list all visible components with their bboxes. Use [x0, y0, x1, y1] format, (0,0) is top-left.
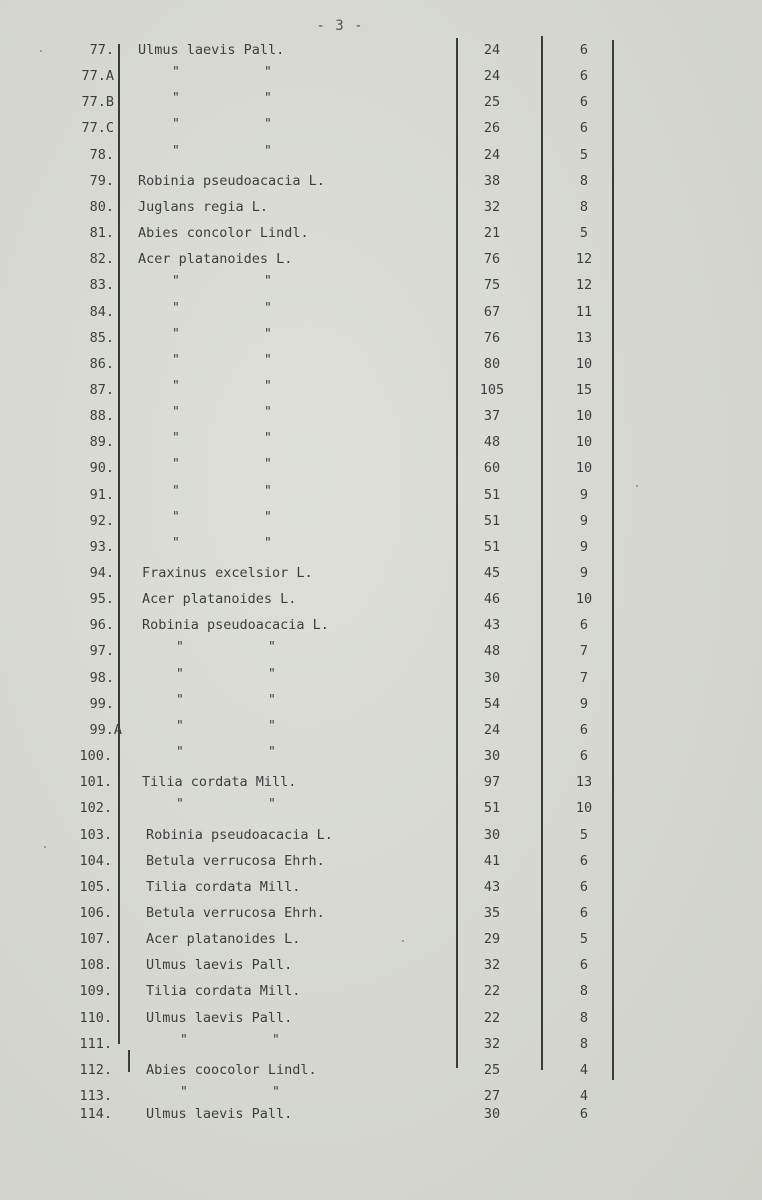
tree-number: 107.: [79, 931, 112, 948]
ditto-mark: ": [264, 378, 272, 394]
value-column-1: 45: [483, 565, 501, 581]
tree-number: 85.: [89, 329, 114, 346]
tree-number: 78.: [89, 146, 114, 163]
tree-number: 100.: [79, 748, 112, 765]
species-name: Betula verrucosa Ehrh.: [146, 852, 325, 869]
value-column-2: 9: [579, 512, 589, 529]
value-column-1: 32: [483, 198, 501, 215]
table-row: [0, 406, 762, 426]
value-column-1: 46: [483, 591, 501, 608]
tree-number: 92.: [89, 512, 114, 529]
value-column-2: 9: [579, 538, 589, 555]
species-name: Robinia pseudoacacia L.: [146, 826, 333, 843]
species-name: Tilia cordata Mill.: [146, 878, 301, 895]
page-number: - 3 -: [316, 18, 364, 34]
tree-number: 106.: [79, 904, 112, 921]
value-column-1: 54: [483, 695, 501, 712]
species-name: Acer platanoides L.: [146, 931, 301, 948]
ditto-mark: ": [268, 745, 276, 761]
ditto-mark: ": [172, 352, 180, 368]
value-column-1: 26: [483, 120, 501, 137]
value-column-1: 24: [483, 42, 501, 58]
value-column-1: 51: [483, 538, 501, 555]
value-column-2: 10: [575, 434, 593, 451]
ditto-mark: ": [172, 378, 180, 394]
table-row: [0, 981, 762, 1001]
table-row: [0, 537, 762, 557]
value-column-2: 7: [579, 669, 589, 686]
table-row: [0, 511, 762, 531]
species-name: Tilia cordata Mill.: [142, 774, 297, 791]
table-row: [0, 955, 762, 975]
species-name: Ulmus laevis Pall.: [146, 1106, 293, 1123]
species-name: Abies concolor Lindl.: [138, 225, 309, 242]
value-column-1: 67: [483, 303, 501, 320]
value-column-1: 60: [483, 460, 501, 477]
table-row: [0, 328, 762, 348]
table-row: [0, 432, 762, 452]
tree-number: 108.: [79, 957, 112, 974]
value-column-1: 41: [483, 852, 501, 869]
value-column-1: 30: [483, 669, 501, 686]
ditto-mark: ": [268, 797, 276, 813]
table-row: [0, 40, 762, 60]
value-column-2: 10: [575, 408, 593, 425]
ditto-mark: ": [268, 718, 276, 734]
table-row: [0, 668, 762, 688]
ditto-mark: ": [172, 326, 180, 342]
species-name: Acer platanoides L.: [142, 591, 297, 608]
tree-number: 99.: [89, 695, 114, 712]
value-column-1: 22: [483, 983, 501, 1000]
ditto-mark: ": [172, 431, 180, 447]
table-row: [0, 197, 762, 217]
table-row: [0, 746, 762, 766]
value-column-2: 8: [579, 1035, 589, 1052]
value-column-2: 5: [579, 225, 589, 242]
table-row: [0, 118, 762, 138]
table-row: [0, 92, 762, 112]
ditto-mark: ": [172, 405, 180, 421]
ditto-mark: ": [272, 1032, 280, 1048]
tree-number: 88.: [89, 408, 114, 425]
ditto-mark: ": [264, 352, 272, 368]
ditto-mark: ": [172, 91, 180, 107]
species-name: Abies coocolor Lindl.: [146, 1061, 317, 1078]
value-column-2: 5: [579, 146, 589, 163]
value-column-1: 22: [483, 1009, 501, 1026]
value-column-2: 8: [579, 983, 589, 1000]
table-row: [0, 589, 762, 609]
value-column-1: 24: [483, 146, 501, 163]
value-column-2: 6: [579, 904, 589, 921]
table-row: [0, 171, 762, 191]
tree-number: 95.: [89, 591, 114, 608]
table-row: [0, 66, 762, 86]
value-column-1: 21: [483, 225, 501, 242]
value-column-2: 8: [579, 198, 589, 215]
value-column-2: 10: [575, 355, 593, 372]
tree-number: 82.: [89, 251, 114, 268]
ditto-mark: ": [172, 509, 180, 525]
tree-number: 83.: [89, 277, 114, 294]
tree-number: 77.C: [81, 120, 114, 137]
table-row: [0, 798, 762, 818]
tree-number: 98.: [89, 669, 114, 686]
tree-number: 99.A: [89, 721, 122, 738]
tree-number: 109.: [79, 983, 112, 1000]
tree-number: 77.A: [81, 68, 114, 85]
species-name: Acer platanoides L.: [138, 251, 293, 268]
value-column-2: 6: [579, 748, 589, 765]
ditto-mark: ": [264, 91, 272, 107]
ditto-mark: ": [268, 640, 276, 656]
table-row: [0, 1034, 762, 1054]
value-column-1: 51: [483, 486, 501, 503]
value-column-1: 97: [483, 774, 501, 791]
tree-number: 77.: [89, 42, 114, 58]
table-row: [0, 458, 762, 478]
value-column-2: 8: [579, 172, 589, 189]
ditto-mark: ": [172, 457, 180, 473]
tree-number: 80.: [89, 198, 114, 215]
tree-number: 84.: [89, 303, 114, 320]
tree-number: 90.: [89, 460, 114, 477]
value-column-1: 38: [483, 172, 501, 189]
ditto-mark: ": [264, 143, 272, 159]
value-column-2: 6: [579, 1106, 589, 1123]
ditto-mark: ": [272, 1085, 280, 1100]
paper-speck: [40, 50, 42, 52]
value-column-1: 76: [483, 329, 501, 346]
value-column-1: 35: [483, 904, 501, 921]
value-column-1: 51: [483, 800, 501, 817]
table-row: [0, 1008, 762, 1028]
value-column-1: 76: [483, 251, 501, 268]
value-column-2: 10: [575, 591, 593, 608]
species-name: Tilia cordata Mill.: [146, 983, 301, 1000]
ditto-mark: ": [268, 666, 276, 682]
ditto-mark: ": [180, 1032, 188, 1048]
ditto-mark: ": [172, 535, 180, 551]
value-column-2: 6: [579, 957, 589, 974]
value-column-2: 12: [575, 277, 593, 294]
tree-number: 87.: [89, 381, 114, 398]
ditto-mark: ": [264, 300, 272, 316]
tree-number: 101.: [79, 774, 112, 791]
table-row: [0, 825, 762, 845]
ditto-mark: ": [176, 666, 184, 682]
value-column-2: 6: [579, 120, 589, 137]
table-row: [0, 223, 762, 243]
ditto-mark: ": [172, 483, 180, 499]
species-name: Ulmus laevis Pall.: [138, 42, 285, 58]
species-name: Ulmus laevis Pall.: [146, 1009, 293, 1026]
value-column-1: 32: [483, 1035, 501, 1052]
value-column-1: 32: [483, 957, 501, 974]
species-name: Ulmus laevis Pall.: [146, 957, 293, 974]
table-row: [0, 1060, 762, 1080]
ditto-mark: ": [180, 1085, 188, 1100]
value-column-1: 48: [483, 643, 501, 660]
value-column-2: 10: [575, 800, 593, 817]
value-column-2: 13: [575, 329, 593, 346]
value-column-1: 24: [483, 68, 501, 85]
value-column-2: 5: [579, 826, 589, 843]
ditto-mark: ": [176, 692, 184, 708]
value-column-1: 51: [483, 512, 501, 529]
value-column-2: 6: [579, 94, 589, 111]
value-column-1: 43: [483, 617, 501, 634]
value-column-2: 6: [579, 42, 589, 58]
table-row: [0, 249, 762, 269]
value-column-2: 11: [575, 303, 593, 320]
value-column-2: 10: [575, 460, 593, 477]
tree-number: 96.: [89, 617, 114, 634]
value-column-2: 12: [575, 251, 593, 268]
tree-number: 112.: [79, 1061, 112, 1078]
value-column-1: 48: [483, 434, 501, 451]
tree-number: 111.: [79, 1035, 112, 1052]
value-column-1: 24: [483, 721, 501, 738]
ditto-mark: ": [264, 457, 272, 473]
ditto-mark: ": [176, 797, 184, 813]
value-column-1: 30: [483, 826, 501, 843]
tree-number: 114.: [79, 1106, 112, 1123]
value-column-1: 75: [483, 277, 501, 294]
table-row: [0, 380, 762, 400]
table-row: [0, 275, 762, 295]
table-row: [0, 929, 762, 949]
table-row: [0, 641, 762, 661]
ditto-mark: ": [172, 143, 180, 159]
value-column-1: 30: [483, 1106, 501, 1123]
species-name: Juglans regia L.: [138, 198, 269, 215]
value-column-2: 9: [579, 486, 589, 503]
value-column-2: 9: [579, 695, 589, 712]
ditto-mark: ": [172, 274, 180, 290]
species-name: Fraxinus excelsior L.: [142, 565, 313, 581]
table-row: [0, 694, 762, 714]
table-row: [0, 1086, 762, 1106]
ditto-mark: ": [264, 65, 272, 81]
paper-speck: [402, 940, 404, 942]
table-row: [0, 851, 762, 871]
value-column-2: 9: [579, 565, 589, 581]
value-column-2: 4: [579, 1061, 589, 1078]
ditto-mark: ": [172, 300, 180, 316]
table-row: [0, 615, 762, 635]
paper-speck: [636, 485, 638, 487]
table-row: [0, 354, 762, 374]
value-column-2: 6: [579, 721, 589, 738]
ditto-mark: ": [264, 326, 272, 342]
value-column-1: 37: [483, 408, 501, 425]
ditto-mark: ": [264, 509, 272, 525]
species-name: Robinia pseudoacacia L.: [142, 617, 329, 634]
table-row: [0, 877, 762, 897]
ditto-mark: ": [172, 117, 180, 133]
value-column-1: 29: [483, 931, 501, 948]
table-row: [0, 563, 762, 583]
tree-number: 79.: [89, 172, 114, 189]
tree-number: 89.: [89, 434, 114, 451]
ditto-mark: ": [264, 431, 272, 447]
paper-speck: [44, 846, 46, 848]
value-column-2: 6: [579, 878, 589, 895]
tree-number: 104.: [79, 852, 112, 869]
tree-number: 81.: [89, 225, 114, 242]
table-row: [0, 720, 762, 740]
ditto-mark: ": [268, 692, 276, 708]
value-column-2: 4: [579, 1088, 589, 1104]
ditto-mark: ": [176, 718, 184, 734]
value-column-2: 6: [579, 68, 589, 85]
species-name: Betula verrucosa Ehrh.: [146, 904, 325, 921]
ditto-mark: ": [264, 274, 272, 290]
ditto-mark: ": [264, 483, 272, 499]
tree-number: 97.: [89, 643, 114, 660]
value-column-1: 43: [483, 878, 501, 895]
value-column-1: 25: [483, 94, 501, 111]
ditto-mark: ": [264, 405, 272, 421]
species-name: Robinia pseudoacacia L.: [138, 172, 325, 189]
tree-number: 103.: [79, 826, 112, 843]
value-column-2: 8: [579, 1009, 589, 1026]
value-column-2: 13: [575, 774, 593, 791]
value-column-2: 5: [579, 931, 589, 948]
tree-number: 102.: [79, 800, 112, 817]
ditto-mark: ": [176, 745, 184, 761]
tree-number: 77.B: [81, 94, 114, 111]
value-column-2: 6: [579, 617, 589, 634]
table-row: [0, 145, 762, 165]
value-column-1: 105: [479, 381, 505, 398]
value-column-2: 15: [575, 381, 593, 398]
ditto-mark: ": [176, 640, 184, 656]
table-row: [0, 302, 762, 322]
ditto-mark: ": [264, 535, 272, 551]
tree-number: 105.: [79, 878, 112, 895]
table-row: [0, 1104, 762, 1124]
tree-number: 113.: [79, 1088, 112, 1104]
value-column-1: 25: [483, 1061, 501, 1078]
table-row: [0, 903, 762, 923]
value-column-1: 30: [483, 748, 501, 765]
table-row: [0, 485, 762, 505]
tree-number: 91.: [89, 486, 114, 503]
value-column-1: 27: [483, 1088, 501, 1104]
value-column-2: 6: [579, 852, 589, 869]
tree-number: 110.: [79, 1009, 112, 1026]
tree-number: 93.: [89, 538, 114, 555]
ditto-mark: ": [172, 65, 180, 81]
value-column-2: 7: [579, 643, 589, 660]
table-row: [0, 772, 762, 792]
ditto-mark: ": [264, 117, 272, 133]
tree-number: 86.: [89, 355, 114, 372]
value-column-1: 80: [483, 355, 501, 372]
tree-number: 94.: [89, 565, 114, 581]
